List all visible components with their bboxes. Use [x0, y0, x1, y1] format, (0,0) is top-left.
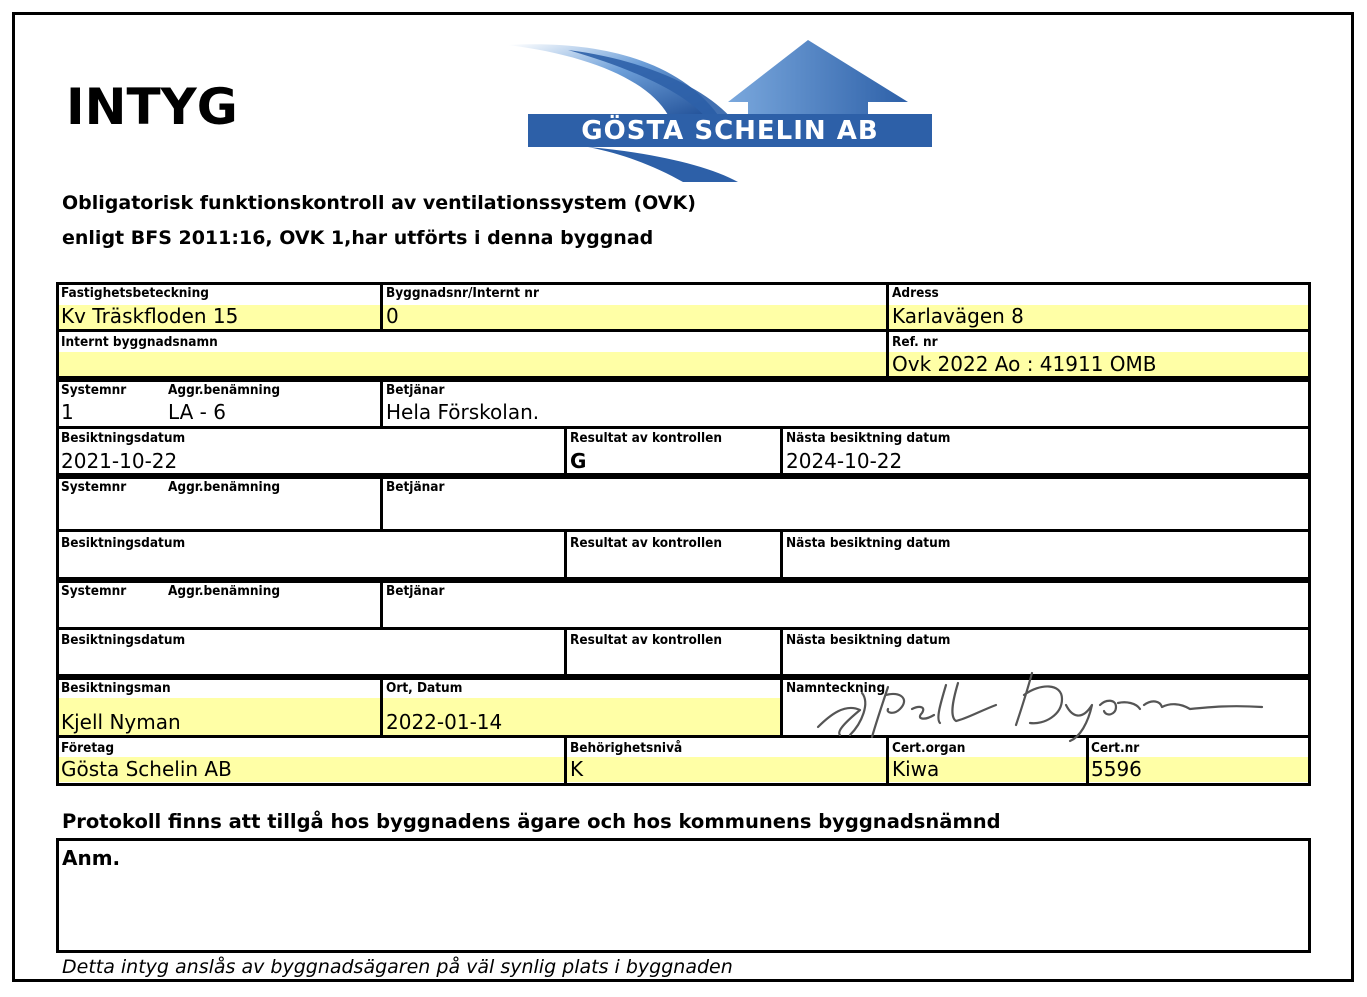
besiktningsdatum-label: Besiktningsdatum	[61, 535, 186, 551]
divider	[564, 627, 567, 677]
refnr-label: Ref. nr	[892, 334, 938, 350]
besiktningsman-label: Besiktningsman	[61, 680, 171, 696]
ort-datum-label: Ort, Datum	[386, 680, 463, 696]
signature-image	[800, 665, 1280, 743]
resultat-value: G	[570, 449, 587, 473]
resultat-label: Resultat av kontrollen	[570, 535, 723, 551]
foretag-value: Gösta Schelin AB	[61, 757, 232, 781]
aggr-value: LA - 6	[168, 400, 226, 424]
systemnr-value: 1	[61, 400, 74, 424]
foretag-label: Företag	[61, 740, 115, 756]
certnr-value: 5596	[1091, 757, 1142, 781]
divider	[564, 426, 567, 476]
divider	[780, 677, 783, 737]
certorgan-value: Kiwa	[892, 757, 940, 781]
divider	[56, 426, 1311, 429]
divider	[380, 580, 383, 629]
footer-note: Detta intyg anslås av byggnadsägaren på väl synlig plats i byggnaden	[62, 956, 733, 978]
byggnadsnr-value: 0	[386, 304, 399, 328]
betjanar-label: Betjänar	[386, 479, 445, 495]
adress-value: Karlavägen 8	[892, 304, 1024, 328]
nasta-besiktning-label: Nästa besiktning datum	[786, 430, 951, 446]
besiktningsdatum-label: Besiktningsdatum	[61, 632, 186, 648]
company-logo	[508, 40, 938, 182]
aggr-label: Aggr.benämning	[168, 583, 281, 599]
divider	[380, 476, 383, 531]
divider	[56, 627, 1311, 630]
betjanar-value: Hela Förskolan.	[386, 400, 540, 424]
divider	[56, 529, 1311, 532]
divider	[56, 329, 1311, 332]
intro-line-2: enligt BFS 2011:16, OVK 1,har utförts i denna byggnad	[62, 227, 654, 249]
certnr-label: Cert.nr	[1091, 740, 1140, 756]
systemnr-label: Systemnr	[61, 479, 127, 495]
divider	[564, 735, 567, 786]
besiktningsman-value: Kjell Nyman	[61, 710, 181, 734]
divider	[564, 529, 567, 580]
byggnadsnr-label: Byggnadsnr/Internt nr	[386, 285, 539, 301]
divider	[780, 627, 783, 677]
betjanar-label: Betjänar	[386, 382, 445, 398]
anm-box	[56, 838, 1311, 953]
nasta-besiktning-value: 2024-10-22	[786, 449, 903, 473]
adress-label: Adress	[892, 285, 939, 301]
ort-datum-value: 2022-01-14	[386, 710, 503, 734]
protocol-note: Protokoll finns att tillgå hos byggnadens ägare och hos kommunens byggnadsnämnd	[62, 810, 1001, 833]
nasta-besiktning-label: Nästa besiktning datum	[786, 632, 951, 648]
aggr-label: Aggr.benämning	[168, 382, 281, 398]
divider	[380, 379, 383, 428]
namnteckning-label: Namnteckning	[786, 680, 886, 696]
behorighet-label: Behörighetsnivå	[570, 740, 683, 756]
systemnr-label: Systemnr	[61, 382, 127, 398]
nasta-besiktning-label: Nästa besiktning datum	[786, 535, 951, 551]
divider	[380, 677, 383, 737]
besiktningsdatum-value: 2021-10-22	[61, 449, 178, 473]
intro-line-1: Obligatorisk funktionskontroll av ventilationssystem (OVK)	[62, 192, 696, 214]
systemnr-label: Systemnr	[61, 583, 127, 599]
behorighet-value: K	[570, 757, 584, 781]
divider	[780, 426, 783, 476]
anm-label: Anm.	[62, 846, 121, 870]
refnr-value: Ovk 2022 Ao : 41911 OMB	[892, 352, 1157, 376]
resultat-label: Resultat av kontrollen	[570, 632, 723, 648]
divider	[886, 282, 889, 379]
resultat-label: Resultat av kontrollen	[570, 430, 723, 446]
divider	[780, 529, 783, 580]
logo-text: GÖSTA SCHELIN AB	[581, 116, 879, 146]
besiktningsdatum-label: Besiktningsdatum	[61, 430, 186, 446]
certorgan-label: Cert.organ	[892, 740, 966, 756]
internt-namn-label: Internt byggnadsnamn	[61, 334, 218, 350]
betjanar-label: Betjänar	[386, 583, 445, 599]
divider	[380, 282, 383, 331]
page-title: INTYG	[66, 78, 238, 136]
fastighetsbeteckning-value: Kv Träskfloden 15	[61, 304, 239, 328]
aggr-label: Aggr.benämning	[168, 479, 281, 495]
fastighetsbeteckning-label: Fastighetsbeteckning	[61, 285, 209, 301]
